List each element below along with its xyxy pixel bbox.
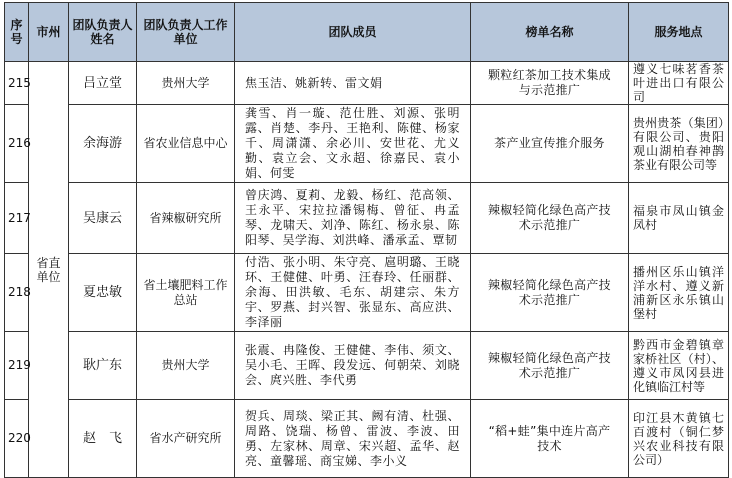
row-seq: 218 xyxy=(5,254,29,332)
row-unit: 贵州大学 xyxy=(137,62,235,105)
row-list-name: 茶产业宣传推介服务 xyxy=(471,105,629,183)
row-location: 遵义七味茗香茶叶进出口有限公司 xyxy=(629,62,729,105)
header-seq: 序号 xyxy=(5,3,29,62)
table-row xyxy=(5,332,729,400)
row-members: 龚雪、肖一璇、范仕胜、刘源、张明露、肖楚、李丹、王艳利、陈健、杨家千、周潇潇、余必川、安世花、尤义勤、袁立会、文永超、徐嘉民、袁小娟、何雯 xyxy=(235,105,471,183)
row-list-name: 辣椒轻简化绿色高产技术示范推广 xyxy=(471,254,629,332)
row-location: 印江县木黄镇七百渡村（铜仁梦兴农业科技有限公司） xyxy=(629,400,729,478)
row-leader: 余海游 xyxy=(69,105,137,183)
row-location: 福泉市凤山镇金凤村 xyxy=(629,183,729,254)
row-list-name: 辣椒轻简化绿色高产技术示范推广 xyxy=(471,183,629,254)
row-unit: 贵州大学 xyxy=(137,332,235,400)
table-row xyxy=(5,400,729,478)
row-members: 张震、冉隆俊、王健健、李伟、须文、吴小毛、王晖、段发远、何朝荣、刘晓会、庹兴胜、李代勇 xyxy=(235,332,471,400)
table-row xyxy=(5,183,729,254)
table-row xyxy=(5,254,729,332)
header-location: 服务地点 xyxy=(629,3,729,62)
header-list-name: 榜单名称 xyxy=(471,3,629,62)
row-leader: 吴康云 xyxy=(69,183,137,254)
row-list-name: 辣椒轻简化绿色高产技术示范推广 xyxy=(471,332,629,400)
team-table xyxy=(4,2,729,478)
row-leader: 夏忠敏 xyxy=(69,254,137,332)
row-seq: 219 xyxy=(5,332,29,400)
header-members: 团队成员 xyxy=(235,3,471,62)
header-unit: 团队负责人工作单位 xyxy=(137,3,235,62)
row-list-name: 颗粒红茶加工技术集成与示范推广 xyxy=(471,62,629,105)
row-location: 播州区乐山镇洋洋水村、遵义新浦新区永乐镇山堡村 xyxy=(629,254,729,332)
row-unit: 省水产研究所 xyxy=(137,400,235,478)
row-seq: 216 xyxy=(5,105,29,183)
row-members: 付浩、张小明、朱守亮、扈明璐、王晓环、王健健、叶勇、汪春玲、任丽群、余海、田洪敏、毛东、胡建宗、朱方宇、罗燕、封兴智、张显东、高应洪、李泽丽 xyxy=(235,254,471,332)
city-group-cell: 省直单位 xyxy=(29,62,69,478)
header-leader: 团队负责人姓名 xyxy=(69,3,137,62)
table-row xyxy=(5,105,729,183)
row-leader: 耿广东 xyxy=(69,332,137,400)
row-unit: 省辣椒研究所 xyxy=(137,183,235,254)
row-seq: 217 xyxy=(5,183,29,254)
table-row xyxy=(5,62,729,105)
row-unit: 省农业信息中心 xyxy=(137,105,235,183)
row-leader: 吕立堂 xyxy=(69,62,137,105)
row-seq: 220 xyxy=(5,400,29,478)
row-unit: 省土壤肥料工作总站 xyxy=(137,254,235,332)
row-location: 黔西市金碧镇章家桥社区（村）、遵义市凤冈县进化镇临江村等 xyxy=(629,332,729,400)
row-seq: 215 xyxy=(5,62,29,105)
row-members: 曾庆鸿、夏莉、龙毅、杨红、范高领、王永平、宋拉拉潘锡梅、曾征、冉孟琴、龙啸天、刘净、陈红、杨永泉、陈阳琴、吴学海、刘洪峰、潘承孟、覃韧 xyxy=(235,183,471,254)
row-members: 焦玉洁、姚新转、雷文娟 xyxy=(235,62,471,105)
header-row xyxy=(5,3,729,62)
row-list-name: “稻+蛙”集中连片高产技术 xyxy=(471,400,629,478)
header-city: 市州 xyxy=(29,3,69,62)
row-leader: 赵 飞 xyxy=(69,400,137,478)
row-members: 贺兵、周琰、梁正其、阙有清、杜强、周路、饶瑞、杨曾、雷波、李波、田勇、左家林、周章、宋兴超、孟华、赵亮、童馨瑶、商宝娣、李小义 xyxy=(235,400,471,478)
row-location: 贵州贵茶（集团）有限公司、贵阳观山湖柏春神鹊茶业有限公司等 xyxy=(629,105,729,183)
